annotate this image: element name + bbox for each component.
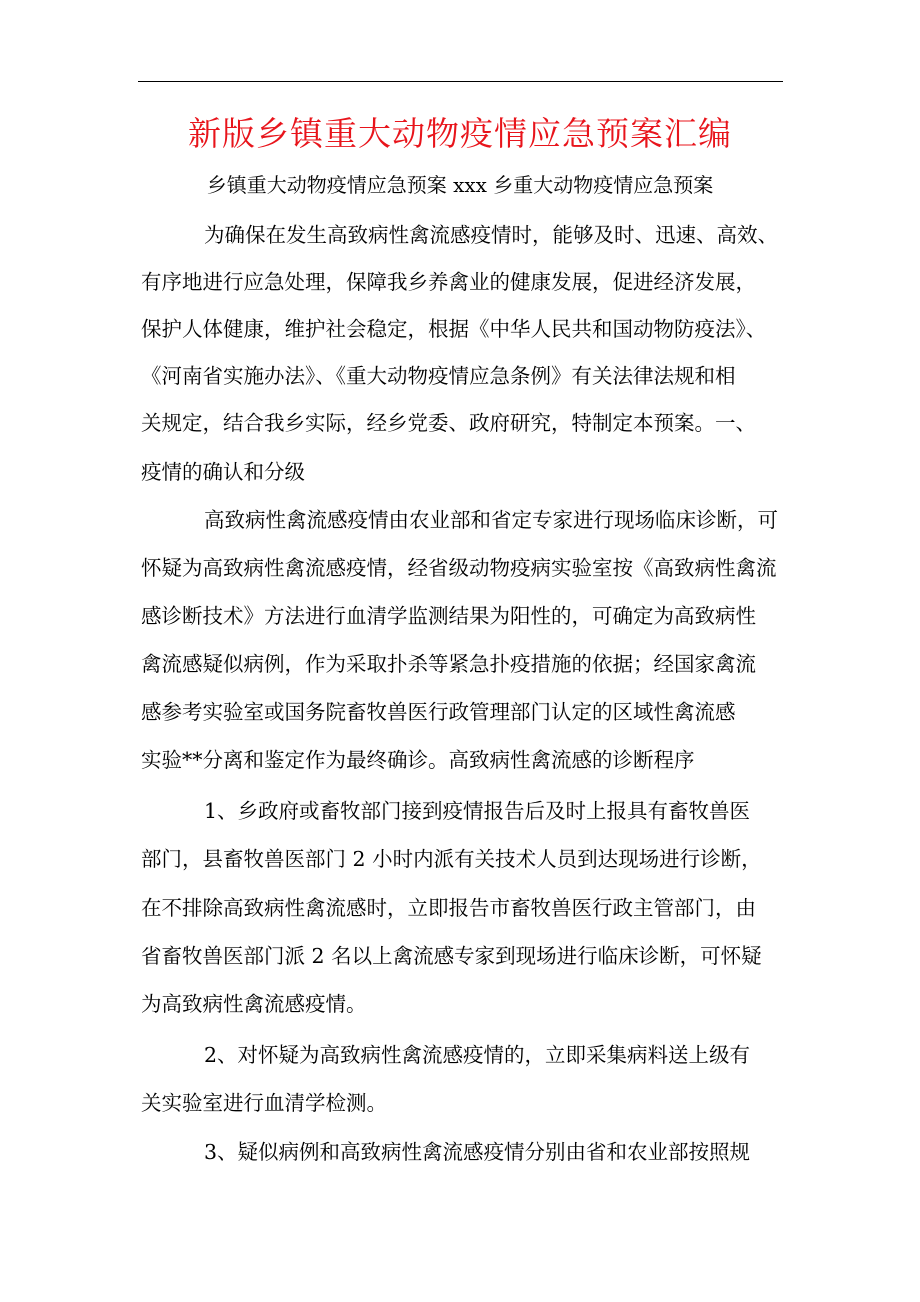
document-title: 新版乡镇重大动物疫情应急预案汇编: [188, 114, 732, 153]
paragraph-line: 疫情的确认和分级: [141, 460, 305, 484]
paragraph-line: 感诊断技术》方法进行血清学监测结果为阳性的，可确定为高致病性: [141, 604, 756, 628]
paragraph-line: 禽流感疑似病例，作为采取扑杀等紧急扑疫措施的依据；经国家禽流: [141, 652, 756, 676]
paragraph-line: 部门，县畜牧兽医部门 2 小时内派有关技术人员到达现场进行诊断，: [141, 847, 762, 871]
paragraph-line: 为确保在发生高致病性禽流感疫情时，能够及时、迅速、高效、: [204, 223, 778, 247]
paragraph-line: 《河南省实施办法》、《重大动物疫情应急条例》有关法律法规和相: [141, 364, 736, 388]
paragraph-line: 怀疑为高致病性禽流感疫情，经省级动物疫病实验室按《高致病性禽流: [141, 556, 777, 580]
paragraph-line: 在不排除高致病性禽流感时，立即报告市畜牧兽医行政主管部门，由: [141, 896, 756, 920]
paragraph-line: 3、疑似病例和高致病性禽流感疫情分别由省和农业部按照规: [204, 1140, 751, 1164]
paragraph-line: 省畜牧兽医部门派 2 名以上禽流感专家到现场进行临床诊断，可怀疑: [141, 944, 762, 968]
paragraph-line: 有序地进行应急处理，保障我乡养禽业的健康发展，促进经济发展，: [141, 270, 756, 294]
paragraph-line: 高致病性禽流感疫情由农业部和省定专家进行现场临床诊断，可: [204, 508, 778, 532]
paragraph-line: 感参考实验室或国务院畜牧兽医行政管理部门认定的区域性禽流感: [141, 700, 736, 724]
paragraph-line: 保护人体健康，维护社会稳定，根据《中华人民共和国动物防疫法》、: [141, 317, 767, 341]
paragraph-line: 实验**分离和鉴定作为最终确诊。高致病性禽流感的诊断程序: [141, 748, 695, 772]
paragraph-line: 关实验室进行血清学检测。: [141, 1091, 387, 1115]
header-rule: [138, 81, 783, 82]
document-subtitle: 乡镇重大动物疫情应急预案 xxx 乡重大动物疫情应急预案: [206, 173, 714, 197]
paragraph-line: 1、乡政府或畜牧部门接到疫情报告后及时上报具有畜牧兽医: [204, 799, 751, 823]
paragraph-line: 关规定，结合我乡实际，经乡党委、政府研究，特制定本预案。一、: [141, 411, 756, 435]
paragraph-line: 为高致病性禽流感疫情。: [141, 992, 367, 1016]
paragraph-line: 2、对怀疑为高致病性禽流感疫情的，立即采集病料送上级有: [204, 1043, 751, 1067]
